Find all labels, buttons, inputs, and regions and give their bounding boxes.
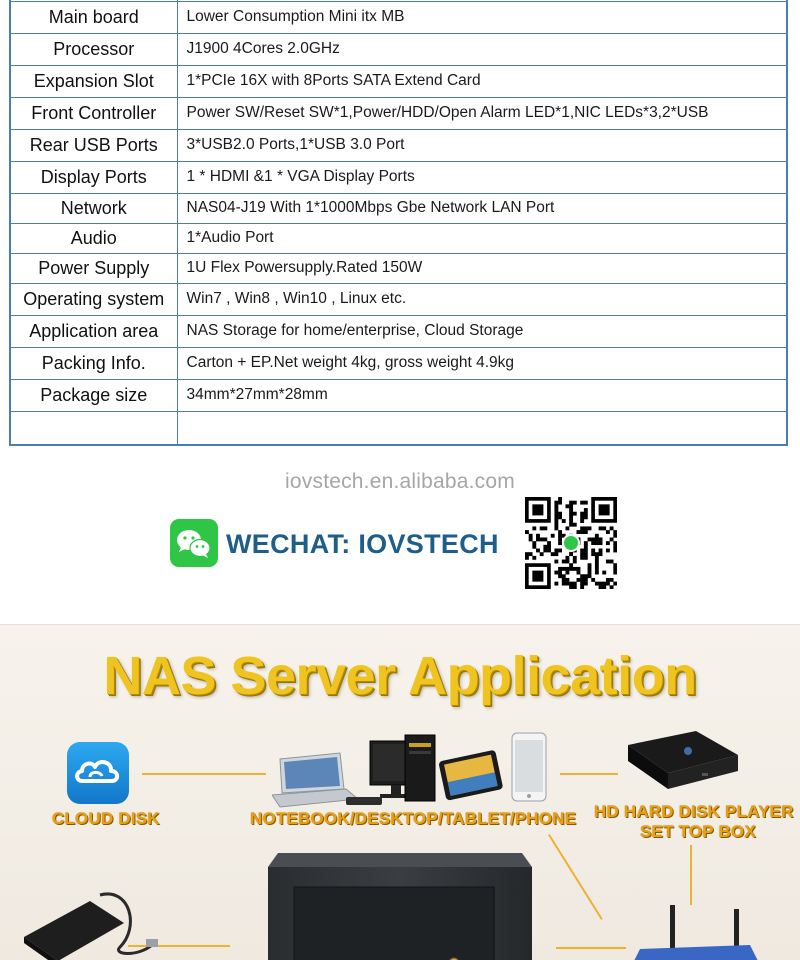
table-row bbox=[10, 347, 787, 379]
spec-value: 34mm*27mm*28mm bbox=[177, 379, 787, 411]
spec-key: Operating system bbox=[10, 283, 177, 315]
application-banner bbox=[0, 624, 800, 960]
external-drive-icon bbox=[20, 887, 160, 960]
table-row bbox=[10, 161, 787, 193]
table-row bbox=[10, 33, 787, 65]
table-row bbox=[10, 129, 787, 161]
devices-label: NOTEBOOK/DESKTOP/TABLET/PHONE bbox=[250, 809, 577, 828]
connector-line bbox=[556, 947, 626, 949]
spec-key: Audio bbox=[10, 223, 177, 253]
spec-value: J1900 4Cores 2.0GHz bbox=[177, 33, 787, 65]
spec-value: 3*USB2.0 Ports,1*USB 3.0 Port bbox=[177, 129, 787, 161]
devices-icon bbox=[272, 731, 557, 811]
connector-line bbox=[548, 834, 603, 920]
spec-value: 1*PCIe 16X with 8Ports SATA Extend Card bbox=[177, 65, 787, 97]
spec-key: Power Supply bbox=[10, 253, 177, 283]
banner-title: NAS Server Application bbox=[103, 646, 697, 706]
qr-code-icon bbox=[525, 497, 617, 589]
table-row bbox=[10, 1, 787, 33]
connector-line bbox=[560, 773, 618, 775]
router-icon bbox=[630, 905, 760, 960]
spec-value: Power SW/Reset SW*1,Power/HDD/Open Alarm LED*1,NIC LEDs*3,2*USB bbox=[177, 97, 787, 129]
spec-value: 1*Audio Port bbox=[177, 223, 787, 253]
table-row bbox=[10, 223, 787, 253]
set-top-box-icon bbox=[622, 729, 742, 799]
table-row bbox=[10, 315, 787, 347]
spec-key: Package size bbox=[10, 379, 177, 411]
connector-line bbox=[690, 845, 692, 905]
spec-value: 1 * HDMI &1 * VGA Display Ports bbox=[177, 161, 787, 193]
spec-table bbox=[9, 0, 788, 446]
spec-value: NAS Storage for home/enterprise, Cloud Storage bbox=[177, 315, 787, 347]
table-row bbox=[10, 283, 787, 315]
spec-value: Carton + EP.Net weight 4kg, gross weight 4.9kg bbox=[177, 347, 787, 379]
table-row bbox=[10, 253, 787, 283]
spec-key: Rear USB Ports bbox=[10, 129, 177, 161]
table-row bbox=[10, 65, 787, 97]
table-row bbox=[10, 193, 787, 223]
spec-value: 1U Flex Powersupply.Rated 150W bbox=[177, 253, 787, 283]
spec-value: Win7 , Win8 , Win10 , Linux etc. bbox=[177, 283, 787, 315]
spec-value: NAS04-J19 With 1*1000Mbps Gbe Network LAN Port bbox=[177, 193, 787, 223]
connector-line bbox=[142, 773, 266, 775]
spec-key: Network bbox=[10, 193, 177, 223]
wechat-id: WECHAT: IOVSTECH bbox=[226, 529, 499, 559]
spec-key: Main board bbox=[10, 1, 177, 33]
player-label-line2: SET TOP BOX bbox=[640, 822, 756, 841]
spec-table-body bbox=[10, 0, 787, 445]
table-row bbox=[10, 379, 787, 411]
spec-key: Display Ports bbox=[10, 161, 177, 193]
cloud-disk-label: CLOUD DISK bbox=[52, 809, 160, 828]
website-link[interactable]: iovstech.en.alibaba.com bbox=[285, 470, 515, 493]
spec-key: Expansion Slot bbox=[10, 65, 177, 97]
cloud-disk-icon bbox=[66, 741, 130, 805]
spec-key: Processor bbox=[10, 33, 177, 65]
table-row-empty bbox=[10, 411, 787, 445]
spec-key: Front Controller bbox=[10, 97, 177, 129]
spec-value: Lower Consumption Mini itx MB bbox=[177, 1, 787, 33]
spec-key: Packing Info. bbox=[10, 347, 177, 379]
spec-key: Application area bbox=[10, 315, 177, 347]
player-label-line1: HD HARD DISK PLAYER bbox=[594, 802, 794, 821]
table-row bbox=[10, 97, 787, 129]
nas-server-icon bbox=[264, 847, 536, 960]
wechat-icon bbox=[170, 519, 218, 567]
spec-table-container bbox=[9, 0, 788, 446]
